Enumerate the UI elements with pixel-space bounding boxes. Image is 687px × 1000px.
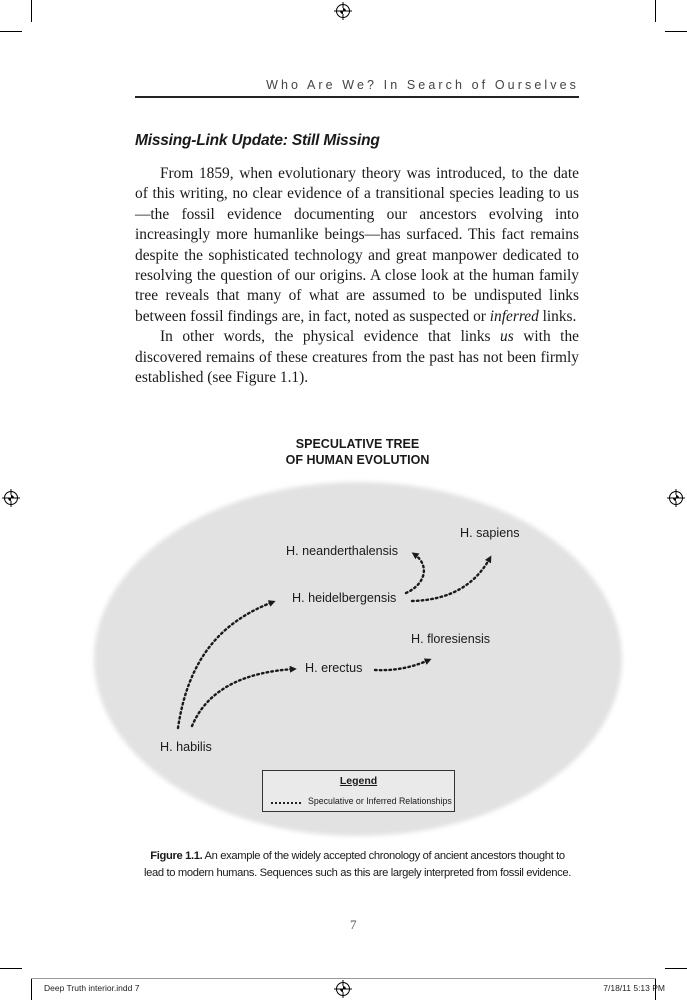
slug-right: 7/18/11 5:13 PM — [603, 983, 665, 993]
page-number: 7 — [350, 917, 357, 932]
arrow-heidelbergensis-neanderthalensis — [406, 554, 424, 593]
slug-left: Deep Truth interior.indd 7 — [44, 983, 140, 993]
running-head: Who Are We? In Search of Ourselves — [266, 78, 579, 92]
paragraph: From 1859, when evolutionary theory was introduced, to the date of this writing, no clear evidence of a transitional species leading to us—the fossil evidence documenting our ancestors evolving into increasingly more humanlike beings—has surfaced. This fact remains despite the sophisticated technology and great manpower dedicated to resolving the question of our origins. A close look at the human family tree reveals that many of what are assumed to be undisputed links between fossil findings are, in fact, noted as suspected or inferred links. — [135, 165, 579, 325]
label-h-erectus: H. erectus — [305, 661, 363, 675]
label-h-sapiens: H. sapiens — [460, 526, 520, 540]
paragraph: In other words, the physical evidence that links us with the discovered remains of these creatures from the past has not been firmly established (see Figure 1.1). — [135, 328, 579, 387]
label-h-heidelbergensis: H. heidelbergensis — [292, 591, 397, 605]
arrow-habilis-erectus — [192, 669, 294, 726]
figure-legend — [262, 770, 455, 812]
caption-label: Figure 1.1. — [150, 850, 203, 862]
label-h-floresiensis: H. floresiensis — [411, 632, 491, 646]
label-h-habilis: H. habilis — [160, 740, 212, 754]
legend-text: Speculative or Inferred Relationships — [308, 796, 452, 806]
legend-dotted-line — [271, 802, 301, 804]
section-title: Missing-Link Update: Still Missing — [135, 132, 380, 149]
arrow-heidelbergensis-sapiens — [412, 558, 490, 601]
arrow-habilis-heidelbergensis — [178, 602, 273, 728]
arrow-erectus-floresiensis — [375, 660, 429, 670]
label-h-neanderthalensis: H. neanderthalensis — [286, 544, 399, 558]
figure-caption: Figure 1.1. An example of the widely accepted chronology of ancient ancestors thought to lead to modern humans. Sequences such as this are largely interpreted from fossil evidence. — [143, 850, 572, 879]
figure-title: SPECULATIVE TREE OF HUMAN EVOLUTION — [285, 437, 430, 467]
legend-title: Legend — [339, 775, 378, 787]
